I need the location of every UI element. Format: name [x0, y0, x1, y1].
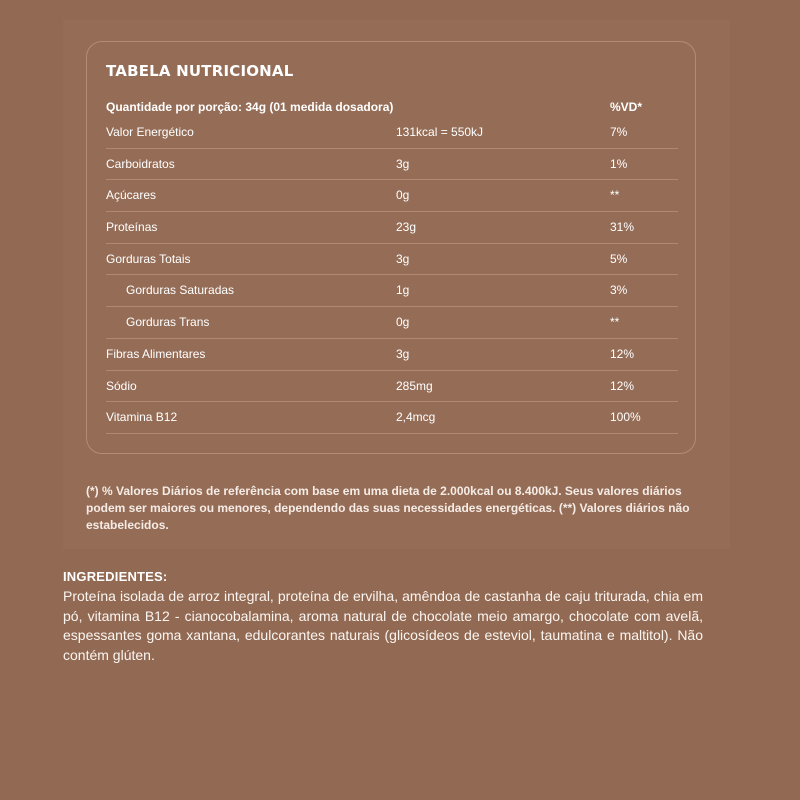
- nutrient-amount: 3g: [396, 346, 410, 361]
- nutrient-name: Gorduras Totais: [106, 251, 191, 266]
- nutrient-vd: 100%: [610, 410, 641, 425]
- table-footnote: (*) % Valores Diários de referência com base em uma dieta de 2.000kcal ou 8.400kJ. Seus valores diários podem ser maiores ou menores, dependendo das suas necessidades energéticas. (**) Valores diários não estabelecidos.: [86, 484, 690, 532]
- nutrient-amount: 0g: [396, 315, 410, 330]
- table-header: [106, 98, 678, 118]
- nutrient-amount: 23g: [396, 220, 417, 235]
- nutrient-name: Valor Energético: [106, 125, 194, 139]
- ingredients-text: Proteína isolada de arroz integral, proteína de ervilha, amêndoa de castanha de caju triturada, chia em pó, vitamina B12 - cianocobalamina, aroma natural de chocolate meio amargo, chocolate com avelã, espessantes goma xantana, edulcorantes naturais (glicosídeos de esteviol, taumatina e maltitol). Não contém glúten.: [63, 588, 703, 663]
- portion-header: Quantidade por porção: 34g (01 medida dosadora): [106, 100, 394, 114]
- nutrient-vd: 7%: [610, 125, 628, 139]
- table-row: [106, 402, 678, 434]
- nutrient-vd: **: [610, 315, 620, 330]
- nutrient-vd: 12%: [610, 378, 635, 393]
- table-row: [106, 212, 678, 244]
- table-row: [106, 275, 678, 307]
- nutrient-amount: 3g: [396, 156, 410, 171]
- nutrient-name: Sódio: [106, 378, 137, 393]
- table-row: [106, 244, 678, 276]
- nutrient-amount: 3g: [396, 251, 410, 266]
- nutrient-name: Açúcares: [106, 188, 157, 203]
- nutrient-amount: 285mg: [396, 378, 433, 393]
- table-title: TABELA NUTRICIONAL: [106, 62, 294, 80]
- nutrient-vd: 5%: [610, 251, 628, 266]
- nutrition-rows: [106, 117, 678, 434]
- nutrient-vd: **: [610, 188, 620, 203]
- nutrient-vd: 31%: [610, 220, 635, 235]
- nutrient-vd: 1%: [610, 156, 628, 171]
- nutrient-amount: 2,4mcg: [396, 410, 436, 425]
- vd-header: %VD*: [610, 100, 643, 114]
- table-row: [106, 371, 678, 403]
- nutrient-vd: 3%: [610, 283, 628, 298]
- nutrient-name: Gorduras Trans: [126, 315, 210, 330]
- table-row: [106, 180, 678, 212]
- nutrient-amount: 1g: [396, 283, 410, 298]
- nutrient-name: Carboidratos: [106, 156, 175, 171]
- nutrient-name: Proteínas: [106, 220, 158, 235]
- table-row: [106, 117, 678, 149]
- nutrient-amount: 131kcal = 550kJ: [396, 125, 484, 139]
- table-row: [106, 307, 678, 339]
- nutrient-name: Gorduras Saturadas: [126, 283, 235, 298]
- table-row: [106, 149, 678, 181]
- table-row: [106, 339, 678, 371]
- nutrient-vd: 12%: [610, 346, 635, 361]
- nutrient-amount: 0g: [396, 188, 410, 203]
- nutrient-name: Fibras Alimentares: [106, 346, 206, 361]
- ingredients-title: INGREDIENTES:: [63, 569, 168, 584]
- nutrient-name: Vitamina B12: [106, 410, 178, 425]
